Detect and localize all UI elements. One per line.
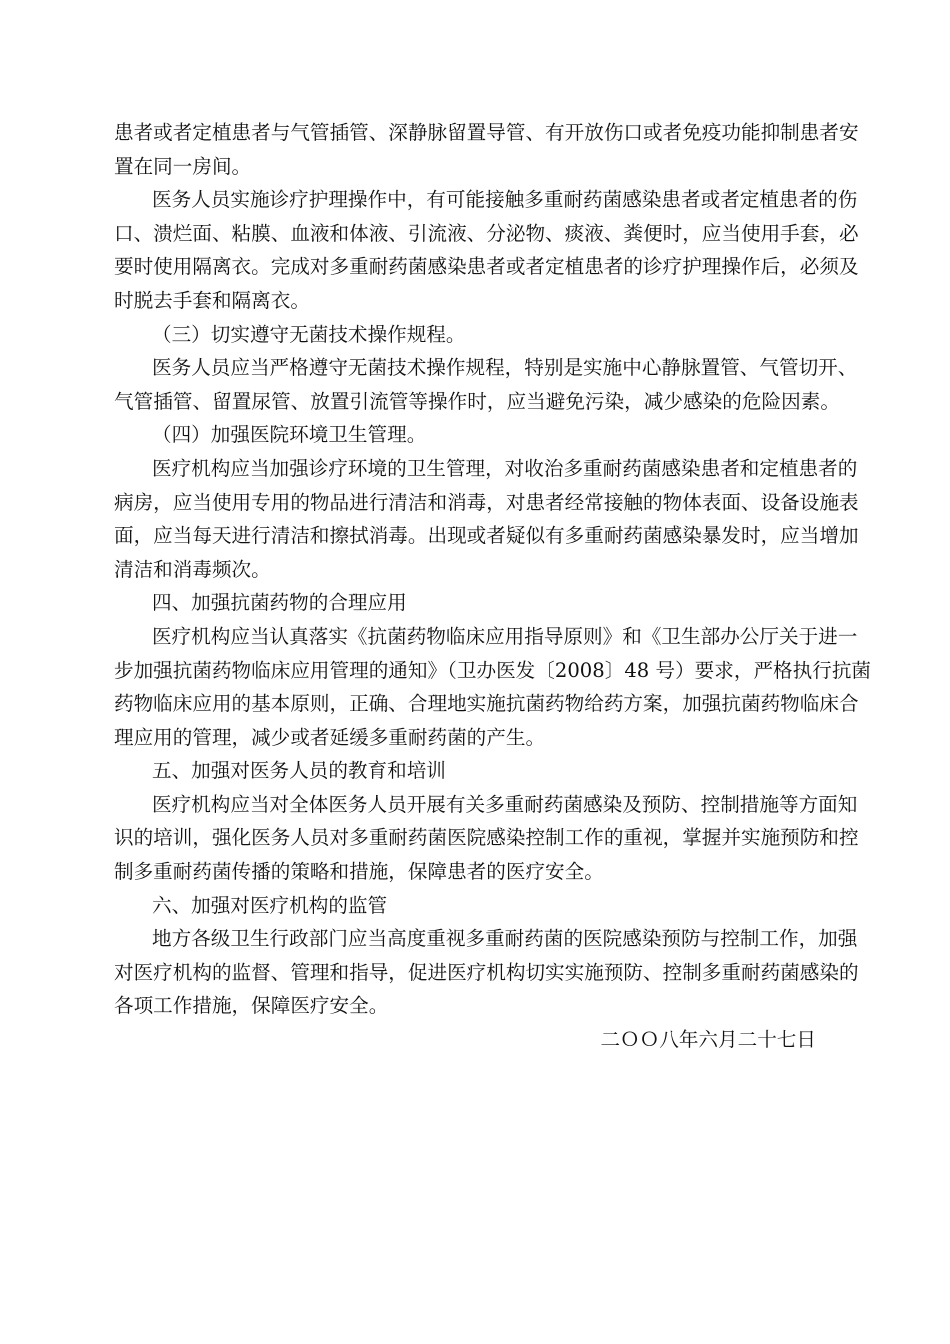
paragraph-line: 药物临床应用的基本原则，正确、合理地实施抗菌药物给药方案，加强抗菌药物临床合 [114, 692, 859, 716]
section-heading: 六、加强对医疗机构的监管 [152, 893, 388, 917]
paragraph-line: 医务人员实施诊疗护理操作中，有可能接触多重耐药菌感染患者或者定植患者的伤 [152, 188, 858, 212]
paragraph-line: 医疗机构应当认真落实《抗菌药物临床应用指导原则》和《卫生部办公厅关于进一 [152, 624, 858, 648]
paragraph-line: 医疗机构应当对全体医务人员开展有关多重耐药菌感染及预防、控制措施等方面知 [152, 792, 858, 816]
paragraph-line: 患者或者定植患者与气管插管、深静脉留置导管、有开放伤口或者免疫功能抑制患者安 [114, 121, 859, 144]
paragraph-line: 理应用的管理，减少或者延缓多重耐药菌的产生。 [114, 725, 546, 749]
paragraph-line: 面，应当每天进行清洁和擦拭消毒。出现或者疑似有多重耐药菌感染暴发时，应当增加 [114, 524, 859, 548]
paragraph-line: 时脱去手套和隔离衣。 [114, 288, 310, 312]
paragraph-line: 气管插管、留置尿管、放置引流管等操作时，应当避免污染，减少感染的危险因素。 [114, 389, 840, 413]
paragraph-line: 识的培训，强化医务人员对多重耐药菌医院感染控制工作的重视，掌握并实施预防和控 [114, 826, 859, 850]
paragraph-line: 制多重耐药菌传播的策略和措施，保障患者的医疗安全。 [114, 860, 604, 884]
paragraph-line: 各项工作措施，保障医疗安全。 [114, 994, 389, 1018]
paragraph-line: 地方各级卫生行政部门应当高度重视多重耐药菌的医院感染预防与控制工作，加强 [152, 927, 858, 951]
document-page [114, 116, 872, 1057]
section-heading: 四、加强抗菌药物的合理应用 [152, 591, 407, 615]
paragraph-line: 医疗机构应当加强诊疗环境的卫生管理，对收治多重耐药菌感染患者和定植患者的 [152, 456, 858, 480]
paragraph-line: 步加强抗菌药物临床应用管理的通知》（卫办医发〔2008〕48 号）要求，严格执行抗菌 [114, 658, 872, 682]
paragraph-line: 要时使用隔离衣。完成对多重耐药菌感染患者或者定植患者的诊疗护理操作后，必须及 [114, 255, 859, 279]
paragraph-line: 清洁和消毒频次。 [114, 557, 271, 581]
paragraph-line: 对医疗机构的监督、管理和指导，促进医疗机构切实实施预防、控制多重耐药菌感染的 [114, 960, 859, 984]
paragraph-line: 口、溃烂面、粘膜、血液和体液、引流液、分泌物、痰液、粪便时，应当使用手套，必 [114, 221, 859, 245]
section-heading: （三）切实遵守无菌技术操作规程。 [152, 322, 466, 346]
paragraph-line: 置在同一房间。 [114, 154, 252, 178]
paragraph-line: 医务人员应当严格遵守无菌技术操作规程，特别是实施中心静脉置管、气管切开、 [152, 356, 858, 380]
section-heading: （四）加强医院环境卫生管理。 [152, 423, 427, 447]
document-date: 二ＯＯ八年六月二十七日 [600, 1028, 816, 1052]
section-heading: 五、加强对医务人员的教育和培训 [152, 759, 446, 783]
paragraph-line: 病房，应当使用专用的物品进行清洁和消毒，对患者经常接触的物体表面、设备设施表 [114, 490, 859, 514]
